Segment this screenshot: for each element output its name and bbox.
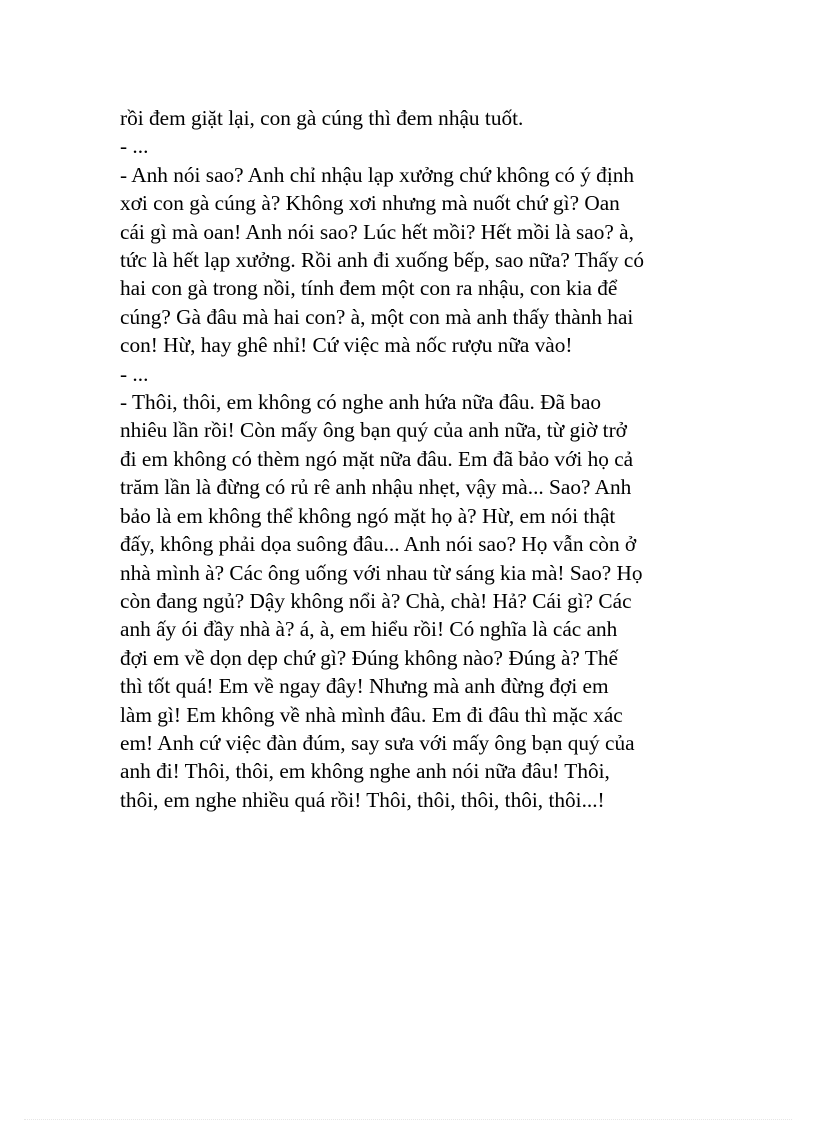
text-line: rồi đem giặt lại, con gà cúng thì đem nhậu tuốt. [120,106,524,130]
page-bottom-divider [24,1119,792,1120]
text-line: nhiêu lần rồi! Còn mấy ông bạn quý của anh nữa, từ giờ trở [120,418,627,443]
body-text [120,104,700,814]
text-line: làm gì! Em không về nhà mình đâu. Em đi đâu thì mặc xác [120,702,623,727]
text-line: đấy, không phải dọa suông đâu... Anh nói sao? Họ vẫn còn ở [120,532,637,557]
text-line: em! Anh cứ việc đàn đúm, say sưa với mấy ông bạn quý của [120,730,635,755]
text-line: trăm lần là đừng có rủ rê anh nhậu nhẹt, vậy mà... Sao? Anh [120,475,632,500]
text-line: - Anh nói sao? Anh chỉ nhậu lạp xưởng chứ không có ý định [120,162,635,187]
text-line: - Thôi, thôi, em không có nghe anh hứa nữa đâu. Đã bao [120,390,602,415]
text-line: thì tốt quá! Em về ngay đây! Nhưng mà anh đừng đợi em [120,674,609,699]
text-line: cúng? Gà đâu mà hai con? à, một con mà anh thấy thành hai [120,304,634,329]
text-line: đi em không có thèm ngó mặt nữa đâu. Em đã bảo với họ cả [120,446,634,471]
text-line: hai con gà trong nồi, tính đem một con ra nhậu, con kia để [120,276,618,301]
text-line: nhà mình à? Các ông uống với nhau từ sáng kia mà! Sao? Họ [120,560,643,585]
text-line: con! Hừ, hay ghê nhỉ! Cứ việc mà nốc rượu nữa vào! [120,333,573,358]
text-line: - ... [120,134,149,159]
text-line: tức là hết lạp xưởng. Rồi anh đi xuống bếp, sao nữa? Thấy có [120,248,644,273]
text-line: bảo là em không thể không ngó mặt họ à? Hừ, em nói thật [120,503,616,528]
text-line: anh đi! Thôi, thôi, em không nghe anh nói nữa đâu! Thôi, [120,759,610,784]
text-line: cái gì mà oan! Anh nói sao? Lúc hết mồi? Hết mồi là sao? à, [120,219,634,244]
text-line: thôi, em nghe nhiều quá rồi! Thôi, thôi, thôi, thôi, thôi...! [120,787,605,812]
text-line: xơi con gà cúng à? Không xơi nhưng mà nuốt chứ gì? Oan [120,191,620,216]
text-line: anh ấy ói đầy nhà à? á, à, em hiểu rồi! Có nghĩa là các anh [120,617,618,642]
text-line: - ... [120,361,149,386]
text-line: còn đang ngủ? Dậy không nổi à? Chà, chà! Hả? Cái gì? Các [120,588,632,613]
text-line: đợi em về dọn dẹp chứ gì? Đúng không nào? Đúng à? Thế [120,645,618,670]
